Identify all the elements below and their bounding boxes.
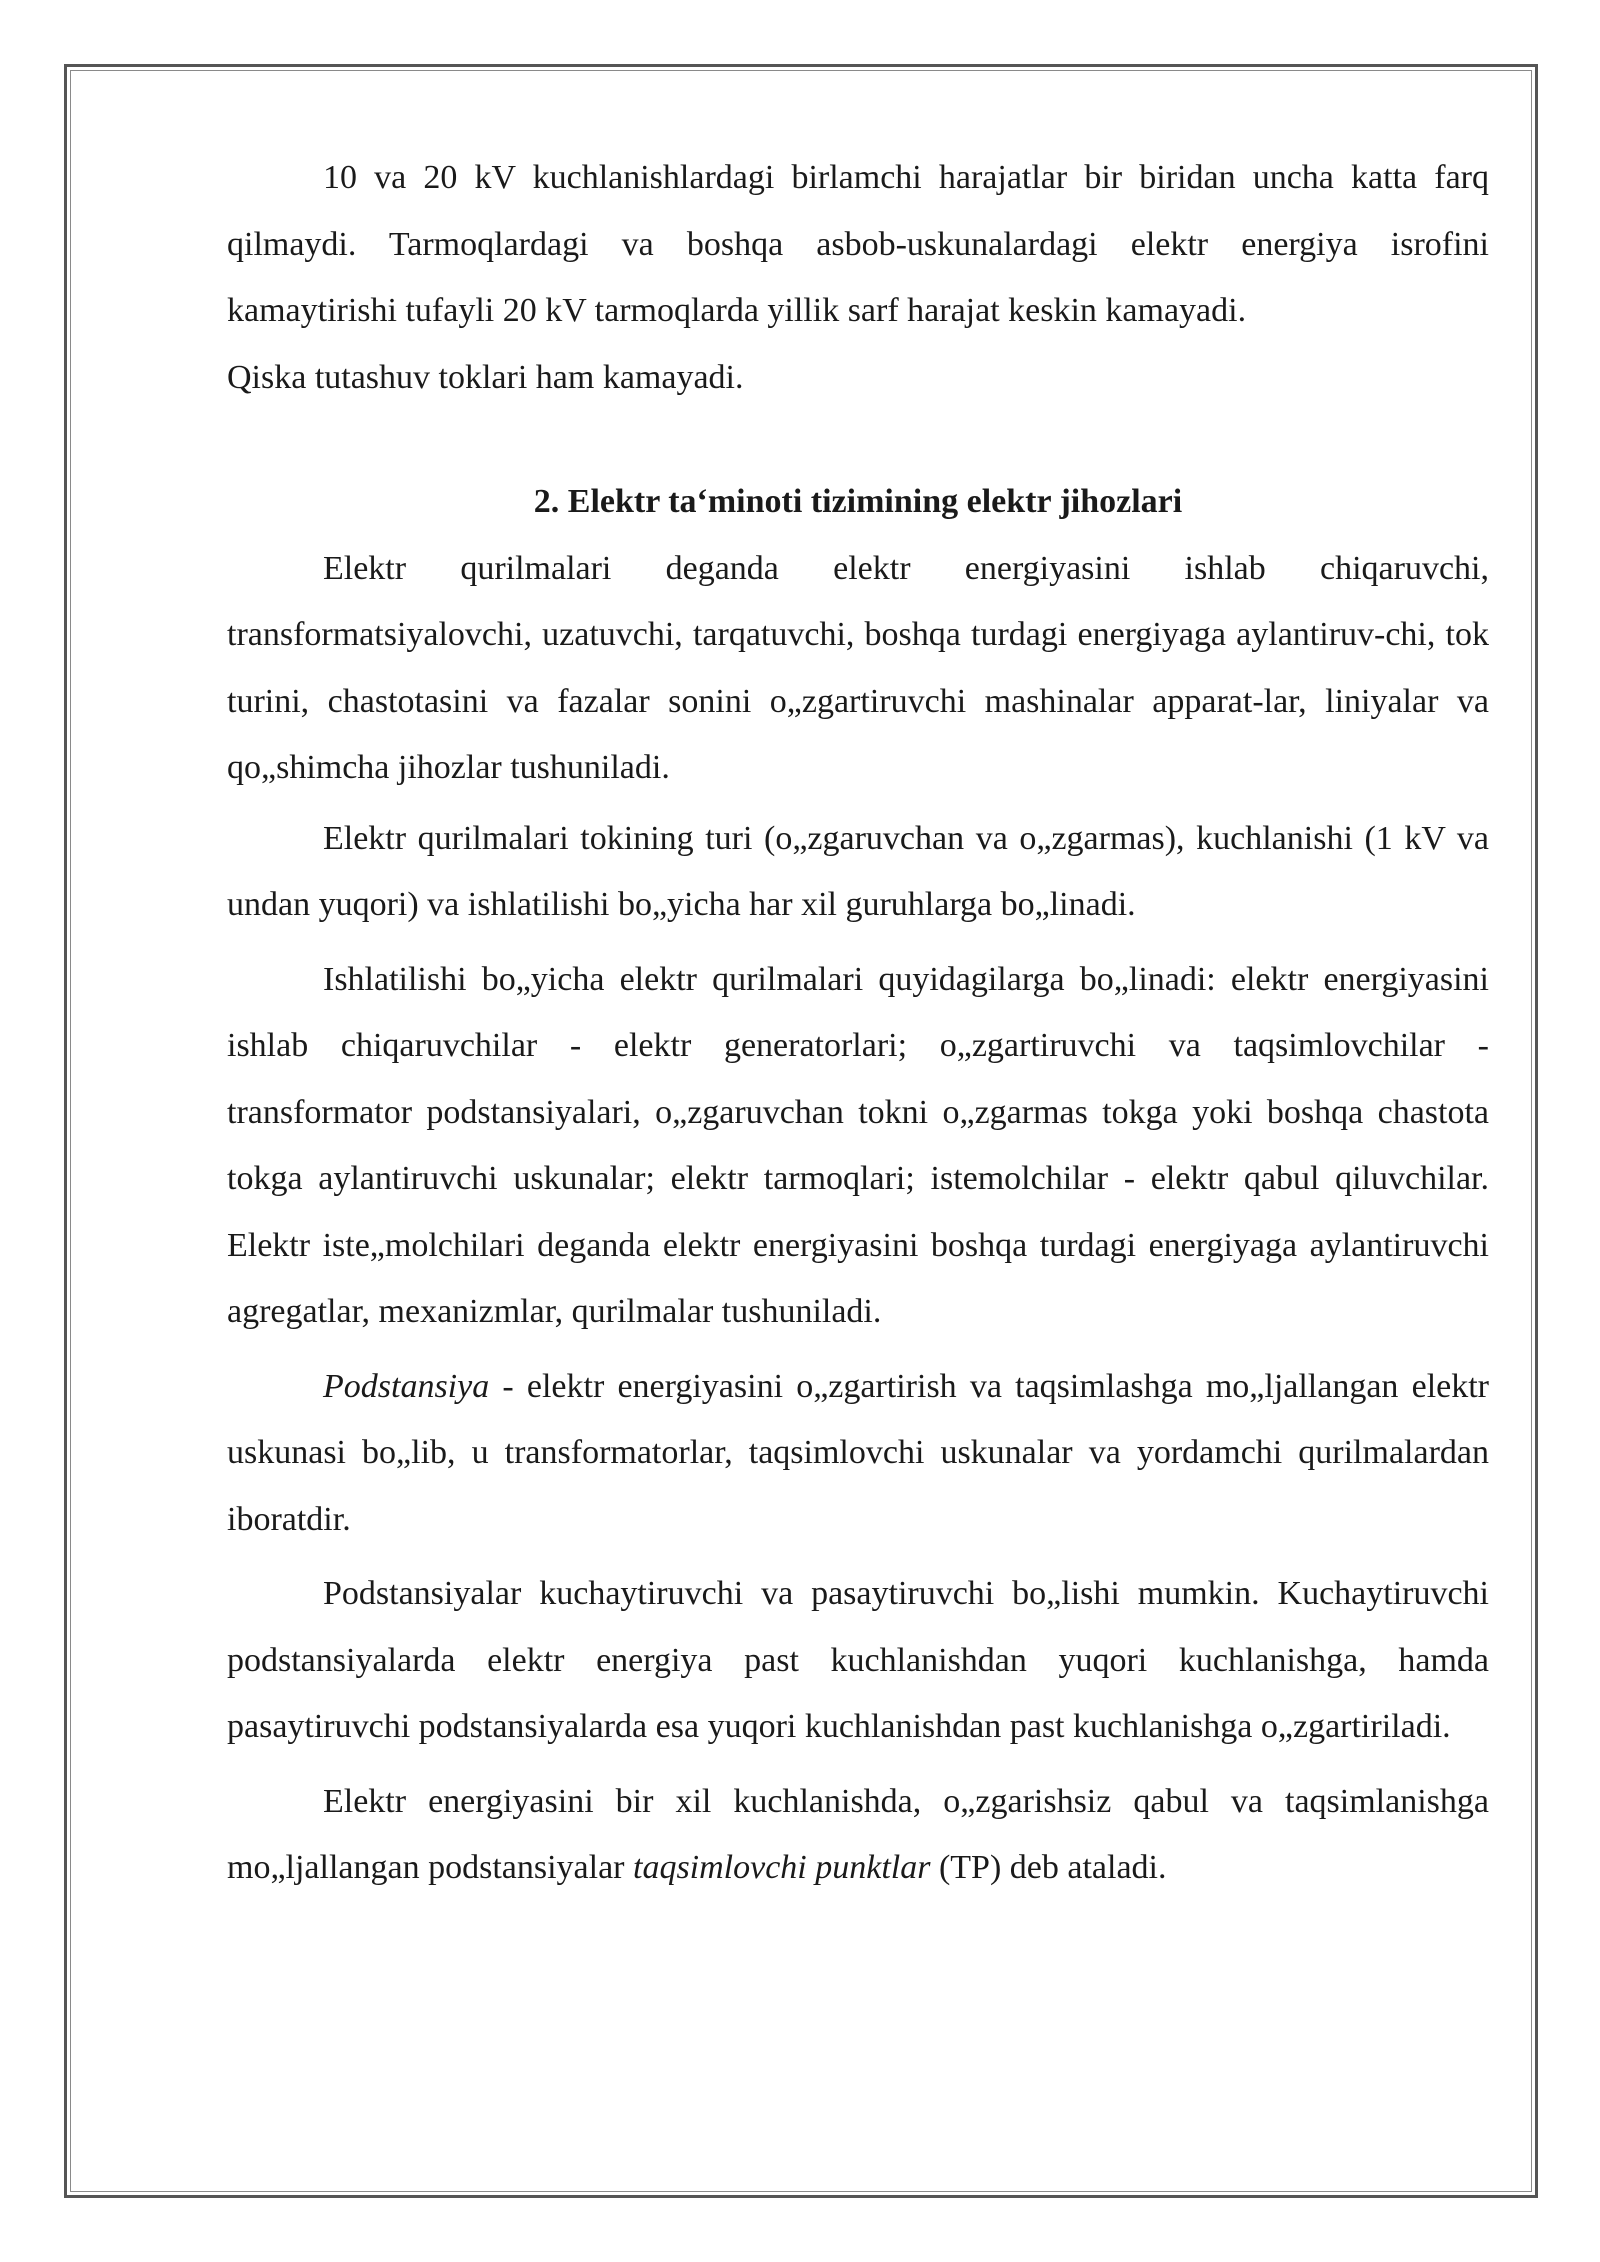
paragraph-electrical-installations: Elektr qurilmalari deganda elektr energiyasini ishlab chiqaruvchi, transformatsiyalovchi, uzatuvchi, tarqatuvchi, boshqa turdagi energiyaga aylantiruv-chi, tok turini, chastotasini va fazalar sonini o„zgartiruvchi mashinalar apparat-lar, liniyalar va qo„shimcha jihozlar tushuniladi. bbox=[227, 549, 1489, 786]
term-distribution-points: taqsimlovchi punktlar bbox=[633, 1849, 931, 1886]
term-podstansiya: Podstansiya bbox=[323, 1367, 490, 1405]
paragraph-substation-types: Podstansiyalar kuchaytiruvchi va pasaytiruvchi bo„lishi mumkin. Kuchaytiruvchi podstansiyalarda elektr energiya past kuchlanishdan yuqori kuchlanishga, hamda pasaytiruvchi podstansiyalarda esa yuqori kuchlanishdan past kuchlanishga o„zgartiriladi. bbox=[227, 1575, 1489, 1745]
section-heading: 2. Elektr ta‘minoti tizimining elektr jihozlari bbox=[533, 483, 1183, 520]
paragraph-substation-definition bbox=[227, 1354, 1489, 1554]
document-body bbox=[227, 145, 1489, 1902]
paragraph-distribution-points bbox=[227, 1769, 1489, 1902]
paragraph-usage-classification: Ishlatilishi bo„yicha elektr qurilmalari quyidagilarga bo„linadi: elektr energiyasini ishlab chiqaruvchilar - elektr generatorlari; o„zgartiruvchi va taqsimlovchilar - transformator podstansiyalari, o„zgaruvchan tokni o„zgarmas tokga yoki boshqa chastota tokga aylantiruvchi uskunalar; elektr tarmoqlari; istemolchilar - elektr qabul qiluvchilar. Elektr iste„molchilari deganda elektr energiyasini boshqa turdagi energiyaga aylantiruvchi agregatlar, mexanizmlar, qurilmalar tushuniladi. bbox=[227, 960, 1489, 1330]
paragraph-current-types: Elektr qurilmalari tokining turi (o„zgaruvchan va o„zgarmas), kuchlanishi (1 kV va undan yuqori) va ishlatilishi bo„yicha har xil guruhlarga bo„linadi. bbox=[227, 819, 1489, 923]
distribution-points-text-end: (TP) deb ataladi. bbox=[930, 1849, 1167, 1886]
distribution-points-text-start: Elektr energiyasini bir xil kuchlanishda, o„zgarishsiz qabul va taqsimlanishga mo„ljallangan podstansiyalar bbox=[227, 1782, 1489, 1886]
paragraph-short-circuit: Qiska tutashuv toklari ham kamayadi. bbox=[227, 358, 744, 396]
substation-definition-text: - elektr energiyasini o„zgartirish va taqsimlashga mo„ljallangan elektr uskunasi bo„lib, u transformatorlar, taqsimlovchi uskunalar va yordamchi qurilmalardan iboratdir. bbox=[227, 1367, 1489, 1538]
paragraph-voltage-costs: 10 va 20 kV kuchlanishlardagi birlamchi harajatlar bir biridan uncha katta farq qilmaydi. Tarmoqlardagi va boshqa asbob-uskunalardagi elektr energiya isrofini kamaytirishi tufayli 20 kV tarmoqlarda yillik sarf harajat keskin kamayadi. bbox=[227, 159, 1489, 329]
